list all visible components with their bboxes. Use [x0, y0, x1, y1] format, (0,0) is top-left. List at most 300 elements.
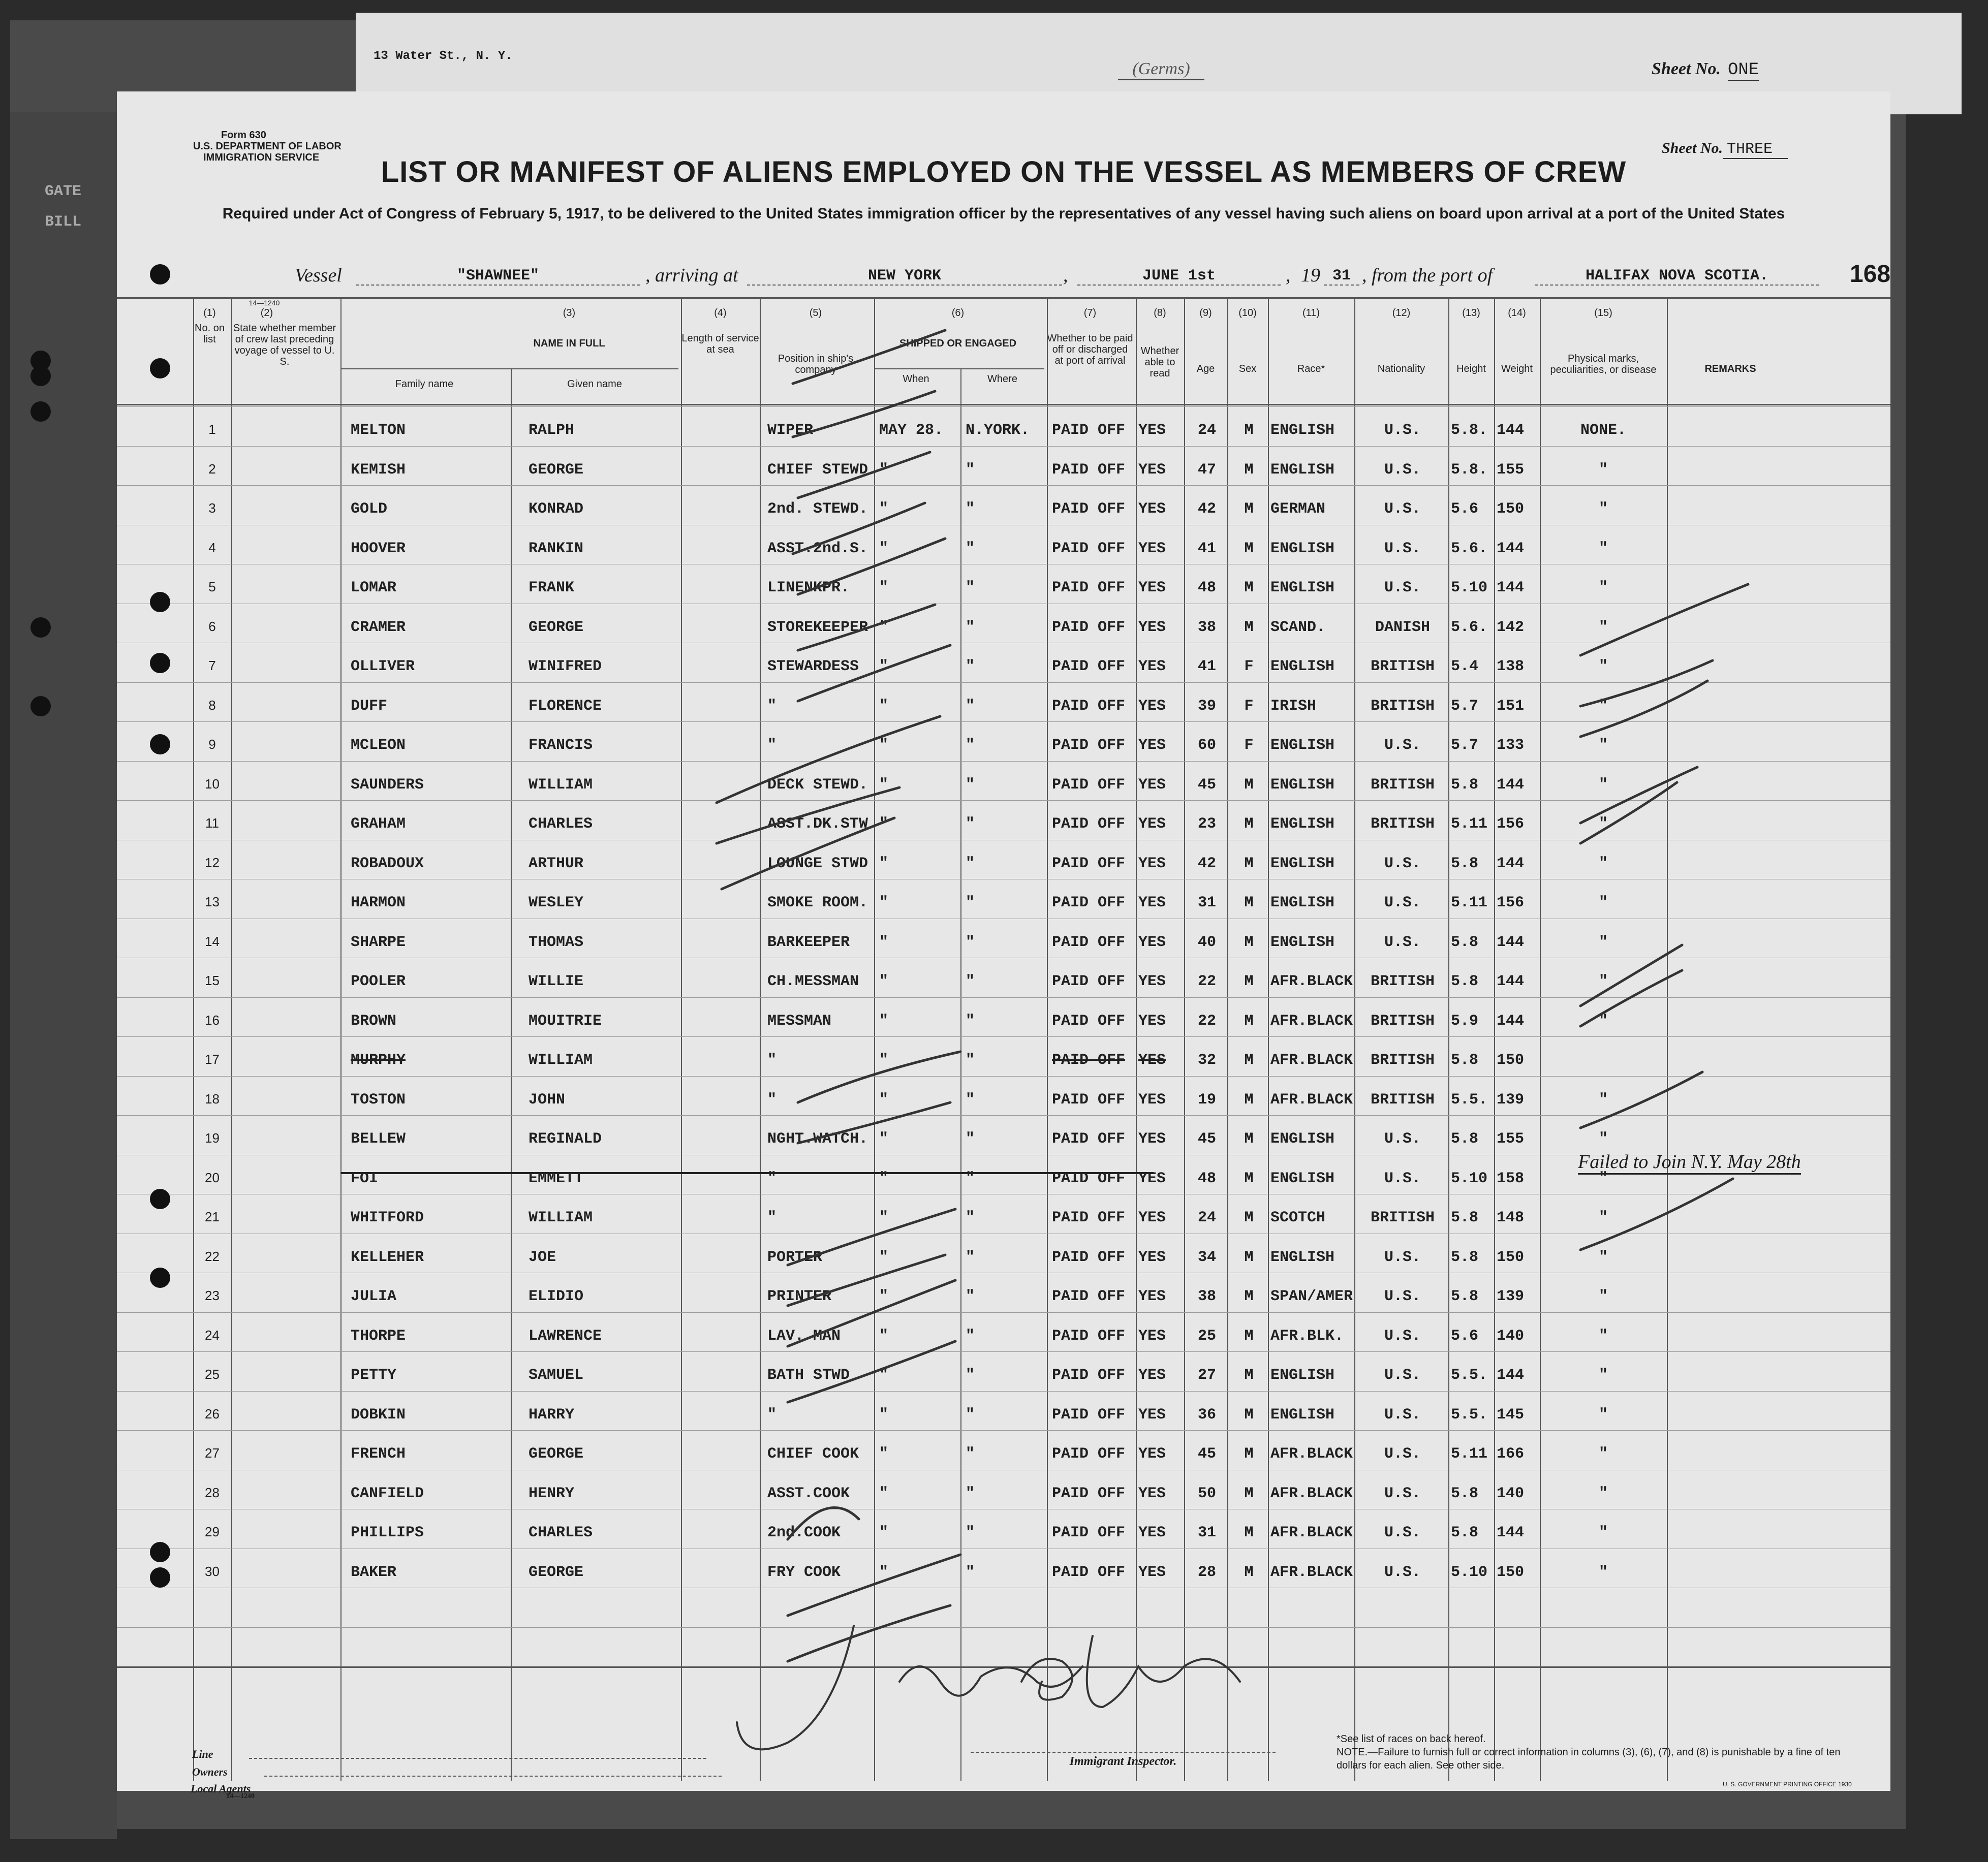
cell-sex: M: [1244, 579, 1254, 596]
cell-when: ": [879, 1091, 889, 1109]
cell-nationality: BRITISH: [1370, 658, 1435, 675]
cell-height: 5.7: [1451, 697, 1479, 715]
cell-family: MELTON: [351, 422, 406, 439]
cell-paid: PAID OFF: [1052, 461, 1126, 479]
cell-age: 41: [1197, 540, 1216, 557]
row-rule: [117, 1115, 1890, 1116]
cell-age: 38: [1197, 1288, 1216, 1305]
cell-position: BARKEEPER: [767, 933, 850, 951]
cell-nationality: BRITISH: [1370, 776, 1435, 794]
cell-position: STOREKEEPER: [767, 618, 868, 636]
cell-weight: 144: [1497, 579, 1525, 596]
cell-age: 45: [1197, 1445, 1216, 1463]
cell-race: SPAN/AMER: [1270, 1288, 1353, 1305]
cell-sex: M: [1244, 776, 1254, 794]
cell-position: MESSMAN: [767, 1012, 832, 1030]
cell-marks: ": [1598, 1563, 1608, 1581]
cell-when: ": [879, 579, 889, 596]
cell-where: ": [966, 894, 975, 911]
cell-age: 45: [1197, 1130, 1216, 1148]
col14-header: Weight: [1501, 363, 1533, 374]
cell-sex: M: [1244, 933, 1254, 951]
cell-no: 6: [208, 618, 216, 634]
cell-height: 5.8: [1451, 1052, 1479, 1069]
cell-nationality: U.S.: [1384, 1170, 1421, 1187]
cell-age: 22: [1197, 973, 1216, 990]
cell-family: BROWN: [351, 1012, 397, 1030]
cell-paid: PAID OFF: [1052, 933, 1126, 951]
cell-race: AFR.BLACK: [1270, 1091, 1353, 1109]
cell-marks: ": [1598, 1170, 1608, 1187]
cell-when: ": [879, 855, 889, 872]
cell-read: YES: [1138, 697, 1166, 715]
cell-where: ": [966, 461, 975, 479]
column-rule: [1494, 297, 1495, 1781]
underlying-address: 13 Water St., N. Y.: [374, 49, 513, 63]
cell-race: AFR.BLACK: [1270, 1012, 1353, 1030]
cell-paid: PAID OFF: [1052, 422, 1126, 439]
cell-height: 5.5.: [1451, 1367, 1488, 1384]
cell-where: ": [966, 1406, 975, 1424]
cell-family: FRENCH: [351, 1445, 406, 1463]
cell-age: 34: [1197, 1248, 1216, 1266]
cell-sex: F: [1244, 697, 1254, 715]
cell-height: 5.8: [1451, 1248, 1479, 1266]
cell-when: ": [879, 618, 889, 636]
cell-paid: PAID OFF: [1052, 1367, 1126, 1384]
cell-read: YES: [1138, 1091, 1166, 1109]
cell-family: PHILLIPS: [351, 1524, 424, 1541]
cell-read: YES: [1138, 894, 1166, 911]
cell-when: ": [879, 933, 889, 951]
cell-read: YES: [1138, 500, 1166, 518]
col12-header: Nationality: [1377, 363, 1425, 374]
cell-weight: 140: [1497, 1327, 1525, 1345]
column-rule: [340, 297, 341, 1781]
cell-nationality: U.S.: [1384, 422, 1421, 439]
cell-no: 11: [205, 815, 219, 831]
cell-marks: ": [1598, 461, 1608, 479]
cell-race: AFR.BLACK: [1270, 1052, 1353, 1069]
cell-marks: ": [1598, 540, 1608, 557]
cell-nationality: U.S.: [1384, 500, 1421, 518]
col5-number: (5): [809, 307, 822, 319]
cell-read: YES: [1138, 540, 1166, 557]
cell-sex: M: [1244, 422, 1254, 439]
cell-family: SHARPE: [351, 933, 406, 951]
cell-marks: ": [1598, 1248, 1608, 1266]
cell-race: ENGLISH: [1270, 658, 1335, 675]
cell-sex: M: [1244, 1248, 1254, 1266]
cell-marks: ": [1598, 1012, 1608, 1030]
cell-read: YES: [1138, 737, 1166, 754]
cell-weight: 156: [1497, 815, 1525, 833]
row-rule: [117, 485, 1890, 486]
cell-paid: PAID OFF: [1052, 697, 1126, 715]
cell-weight: 139: [1497, 1091, 1525, 1109]
cell-given: GEORGE: [529, 461, 584, 479]
row-rule: [117, 1430, 1890, 1431]
cell-weight: 166: [1497, 1445, 1525, 1463]
cell-race: IRISH: [1270, 697, 1317, 715]
cell-age: 36: [1197, 1406, 1216, 1424]
column-rule: [231, 297, 232, 1781]
column-rule: [1136, 297, 1137, 1781]
col8-header: Whether able to read: [1140, 345, 1179, 379]
cell-family: DOBKIN: [351, 1406, 406, 1424]
cell-weight: 144: [1497, 973, 1525, 990]
cell-marks: ": [1598, 776, 1608, 794]
cell-given: ARTHUR: [529, 855, 584, 872]
punch-hole: [150, 653, 170, 673]
punch-hole: [150, 1268, 170, 1288]
cell-position: CHIEF COOK: [767, 1445, 859, 1463]
column-rule: [1540, 297, 1541, 1781]
cell-given: JOHN: [529, 1091, 566, 1109]
cell-nationality: BRITISH: [1370, 1209, 1435, 1226]
col4-header: Length of service at sea: [681, 333, 759, 355]
cell-no: 13: [205, 894, 220, 909]
cell-race: AFR.BLACK: [1270, 1524, 1353, 1541]
col13-header: Height: [1456, 363, 1486, 374]
cell-weight: 155: [1497, 461, 1525, 479]
immigrant-inspector-label: Immigrant Inspector.: [971, 1752, 1276, 1769]
cell-where: ": [966, 855, 975, 872]
cell-marks: ": [1598, 933, 1608, 951]
col2-number: (2): [260, 307, 273, 319]
manifest-sheet: [117, 91, 1891, 1800]
cell-weight: 148: [1497, 1209, 1525, 1226]
cell-race: ENGLISH: [1270, 776, 1335, 794]
cell-given: HENRY: [529, 1485, 575, 1502]
cell-race: AFR.BLK.: [1270, 1327, 1344, 1345]
column-rule: [1227, 297, 1228, 1781]
cell-when: ": [879, 697, 889, 715]
cell-where: ": [966, 737, 975, 754]
cell-paid: PAID OFF: [1052, 1248, 1126, 1266]
cell-nationality: U.S.: [1384, 737, 1421, 754]
column-rule: [760, 297, 761, 1781]
cell-race: ENGLISH: [1270, 461, 1335, 479]
cell-nationality: U.S.: [1384, 1288, 1421, 1305]
cell-when: ": [879, 658, 889, 675]
crew-table: [117, 297, 1890, 1781]
local-agents-label: Local Agents: [191, 1782, 251, 1795]
cell-age: 48: [1197, 1170, 1216, 1187]
cell-height: 5.8.: [1451, 422, 1488, 439]
arriving-label: , arriving at: [645, 265, 738, 286]
cell-position: PRINTER: [767, 1288, 832, 1305]
cell-where: ": [966, 618, 975, 636]
cell-height: 5.8: [1451, 933, 1479, 951]
row-rule: [117, 682, 1890, 683]
cell-where: ": [966, 1170, 975, 1187]
cell-given: RALPH: [529, 422, 575, 439]
cell-weight: 156: [1497, 894, 1525, 911]
cell-marks: ": [1598, 500, 1608, 518]
cell-no: 5: [208, 579, 216, 594]
cell-marks: ": [1598, 1485, 1608, 1502]
cell-paid: PAID OFF: [1052, 776, 1126, 794]
cell-position: LINENKPR.: [767, 579, 850, 596]
row-rule: [117, 997, 1890, 998]
cell-marks: ": [1598, 894, 1608, 911]
cell-race: AFR.BLACK: [1270, 1563, 1353, 1581]
col7-header: Whether to be paid off or discharged at port of arrival: [1047, 333, 1133, 366]
arrival-port: NEW YORK: [747, 267, 1062, 286]
cell-nationality: U.S.: [1384, 1563, 1421, 1581]
line-field: [249, 1758, 706, 1759]
cell-position: ": [767, 1209, 777, 1226]
cell-height: 5.8.: [1451, 461, 1488, 479]
cell-height: 5.4: [1451, 658, 1479, 675]
column-rule: [681, 297, 682, 1781]
cell-position: NGHT.WATCH.: [767, 1130, 868, 1148]
cell-no: 15: [205, 973, 220, 988]
cell-when: ": [879, 1288, 889, 1305]
cell-where: ": [966, 1485, 975, 1502]
row-rule: [117, 721, 1890, 722]
cell-race: ENGLISH: [1270, 422, 1335, 439]
col8-number: (8): [1154, 307, 1166, 319]
name-subheader-rule: [340, 368, 678, 369]
cell-paid: PAID OFF: [1052, 579, 1126, 596]
cell-race: GERMAN: [1270, 500, 1326, 518]
column-rule: [1047, 297, 1048, 1781]
col10-number: (10): [1238, 307, 1257, 319]
col14-number: (14): [1508, 307, 1526, 319]
cell-sex: M: [1244, 815, 1254, 833]
cell-no: 26: [205, 1406, 220, 1422]
col12-number: (12): [1392, 307, 1411, 319]
col4-number: (4): [714, 307, 727, 319]
cell-no: 30: [205, 1563, 220, 1579]
cell-height: 5.8: [1451, 1209, 1479, 1226]
cell-family: HOOVER: [351, 540, 406, 557]
col9-header: Age: [1196, 363, 1215, 374]
cell-read: YES: [1138, 1445, 1166, 1463]
column-rule: [1354, 297, 1355, 1781]
cell-marks: NONE.: [1580, 422, 1626, 439]
cell-given: FRANCIS: [529, 737, 593, 754]
row-17-remark: Failed to Join N.Y. May 28th: [1578, 1151, 1801, 1175]
cell-weight: 151: [1497, 697, 1525, 715]
cell-age: 47: [1197, 461, 1216, 479]
cell-given: MOUITRIE: [529, 1012, 602, 1030]
cell-height: 5.11: [1451, 1445, 1488, 1463]
cell-height: 5.6.: [1451, 618, 1488, 636]
cell-when: ": [879, 1367, 889, 1384]
cell-when: ": [879, 1406, 889, 1424]
cell-nationality: BRITISH: [1370, 815, 1435, 833]
cell-given: ELIDIO: [529, 1288, 584, 1305]
cell-given: GEORGE: [529, 618, 584, 636]
cell-race: ENGLISH: [1270, 1248, 1335, 1266]
cell-sex: F: [1244, 658, 1254, 675]
cell-where: ": [966, 1248, 975, 1266]
cell-no: 24: [205, 1327, 220, 1343]
cell-given: WILLIE: [529, 973, 584, 990]
cell-paid: PAID OFF: [1052, 1445, 1126, 1463]
where-header: Where: [987, 373, 1017, 385]
cell-height: 5.8: [1451, 1130, 1479, 1148]
cell-where: ": [966, 933, 975, 951]
cell-race: ENGLISH: [1270, 1170, 1335, 1187]
cell-height: 5.5.: [1451, 1091, 1488, 1109]
cell-height: 5.8: [1451, 1288, 1479, 1305]
cell-height: 5.8: [1451, 1485, 1479, 1502]
cell-age: 22: [1197, 1012, 1216, 1030]
cell-sex: M: [1244, 1367, 1254, 1384]
cell-paid: PAID OFF: [1052, 1012, 1126, 1030]
cell-weight: 145: [1497, 1406, 1525, 1424]
agents-code: 14—1240: [226, 1792, 255, 1800]
cell-given: CHARLES: [529, 1524, 593, 1541]
cell-weight: 150: [1497, 1248, 1525, 1266]
cell-read: YES: [1138, 1563, 1166, 1581]
cell-family: GRAHAM: [351, 815, 406, 833]
cell-weight: 150: [1497, 1563, 1525, 1581]
cell-nationality: U.S.: [1384, 540, 1421, 557]
cell-age: 31: [1197, 894, 1216, 911]
cell-sex: M: [1244, 1327, 1254, 1345]
cell-nationality: BRITISH: [1370, 1012, 1435, 1030]
cell-sex: M: [1244, 1012, 1254, 1030]
punch-hole: [150, 1189, 170, 1209]
cell-marks: ": [1598, 618, 1608, 636]
cell-nationality: U.S.: [1384, 1485, 1421, 1502]
cell-family: MCLEON: [351, 737, 406, 754]
cell-position: CHIEF STEWD.: [767, 461, 878, 479]
page-subtitle: Required under Act of Congress of February 5, 1917, to be delivered to the United States immigration officer by the representatives of any vessel having such aliens on board upon arrival at a port of the United States: [222, 205, 1785, 222]
cell-marks: ": [1598, 1209, 1608, 1226]
cell-height: 5.6: [1451, 500, 1479, 518]
cell-race: ENGLISH: [1270, 894, 1335, 911]
cell-paid: PAID OFF: [1052, 540, 1126, 557]
table-top-rule: [117, 297, 1890, 299]
cell-sex: M: [1244, 1406, 1254, 1424]
cell-where: ": [966, 500, 975, 518]
cell-height: 5.10: [1451, 1563, 1488, 1581]
cell-where: ": [966, 1091, 975, 1109]
cell-no: 29: [205, 1524, 220, 1539]
cell-family: BELLEW: [351, 1130, 406, 1148]
cell-sex: M: [1244, 855, 1254, 872]
column-rule: [511, 368, 512, 1781]
cell-position: ": [767, 1052, 777, 1069]
punch-hole: [150, 1542, 170, 1562]
margin-text-2: BILL: [45, 213, 82, 231]
cell-age: 42: [1197, 500, 1216, 518]
cell-position: ": [767, 737, 777, 754]
cell-no: 25: [205, 1367, 220, 1382]
cell-marks: ": [1598, 579, 1608, 596]
cell-when: ": [879, 461, 889, 479]
arrival-date: JUNE 1st: [1077, 267, 1281, 286]
cell-nationality: U.S.: [1384, 461, 1421, 479]
family-name-header: Family name: [395, 378, 454, 390]
cell-age: 39: [1197, 697, 1216, 715]
cell-marks: ": [1598, 1367, 1608, 1384]
col10-header: Sex: [1238, 363, 1257, 374]
cell-no: 4: [208, 540, 216, 555]
cell-given: WILLIAM: [529, 776, 593, 794]
cell-read: YES: [1138, 461, 1166, 479]
cell-weight: 150: [1497, 500, 1525, 518]
cell-position: LAV. MAN: [767, 1327, 841, 1345]
cell-weight: 155: [1497, 1130, 1525, 1148]
cell-weight: 140: [1497, 1485, 1525, 1502]
cell-marks: ": [1598, 658, 1608, 675]
row-rule: [117, 446, 1890, 447]
cell-read: YES: [1138, 1052, 1166, 1069]
cell-read: YES: [1138, 1130, 1166, 1148]
cell-age: 45: [1197, 776, 1216, 794]
cell-height: 5.5.: [1451, 1406, 1488, 1424]
cell-position: ": [767, 697, 777, 715]
cell-when: ": [879, 894, 889, 911]
vessel-name: "SHAWNEE": [356, 267, 640, 286]
cell-no: 19: [205, 1130, 220, 1146]
page-title: LIST OR MANIFEST OF ALIENS EMPLOYED ON THE VESSEL AS MEMBERS OF CREW: [381, 155, 1627, 188]
cell-read: YES: [1138, 1406, 1166, 1424]
cell-age: 31: [1197, 1524, 1216, 1541]
cell-where: ": [966, 1288, 975, 1305]
cell-family: WHITFORD: [351, 1209, 424, 1226]
cell-family: FOI: [351, 1170, 379, 1187]
cell-paid: PAID OFF: [1052, 737, 1126, 754]
cell-paid: PAID OFF: [1052, 500, 1126, 518]
cell-nationality: U.S.: [1384, 855, 1421, 872]
cell-marks: ": [1598, 855, 1608, 872]
cell-sex: M: [1244, 1485, 1254, 1502]
col5-header: Position in ship's company: [778, 353, 854, 375]
cell-height: 5.8: [1451, 776, 1479, 794]
cell-nationality: BRITISH: [1370, 1052, 1435, 1069]
sheet-number: Sheet No. THREE: [1662, 140, 1788, 158]
cell-read: YES: [1138, 815, 1166, 833]
printer-imprint: U. S. GOVERNMENT PRINTING OFFICE 1930: [1723, 1781, 1852, 1788]
cell-family: MURPHY: [351, 1052, 406, 1069]
cell-height: 5.11: [1451, 815, 1488, 833]
cell-age: 25: [1197, 1327, 1216, 1345]
cell-given: WESLEY: [529, 894, 584, 911]
cell-family: BAKER: [351, 1563, 397, 1581]
cell-no: 23: [205, 1288, 220, 1303]
cell-position: ASST.2nd.S.: [767, 540, 868, 557]
cell-read: YES: [1138, 855, 1166, 872]
cell-weight: 144: [1497, 776, 1525, 794]
cell-age: 28: [1197, 1563, 1216, 1581]
cell-position: DECK STEWD.: [767, 776, 868, 794]
cell-when: ": [879, 1170, 889, 1187]
cell-when: ": [879, 1485, 889, 1502]
cell-when: ": [879, 1052, 889, 1069]
col3-header: NAME IN FULL: [533, 338, 605, 349]
cell-read: YES: [1138, 933, 1166, 951]
cell-race: AFR.BLACK: [1270, 1445, 1353, 1463]
remarks-header: REMARKS: [1704, 363, 1756, 374]
cell-given: KONRAD: [529, 500, 584, 518]
cell-sex: F: [1244, 737, 1254, 754]
cell-where: ": [966, 540, 975, 557]
cell-position: WIPER: [767, 422, 814, 439]
cell-read: YES: [1138, 422, 1166, 439]
cell-family: JULIA: [351, 1288, 397, 1305]
cell-paid: PAID OFF: [1052, 894, 1126, 911]
cell-read: YES: [1138, 1367, 1166, 1384]
column-rule: [1448, 297, 1449, 1781]
